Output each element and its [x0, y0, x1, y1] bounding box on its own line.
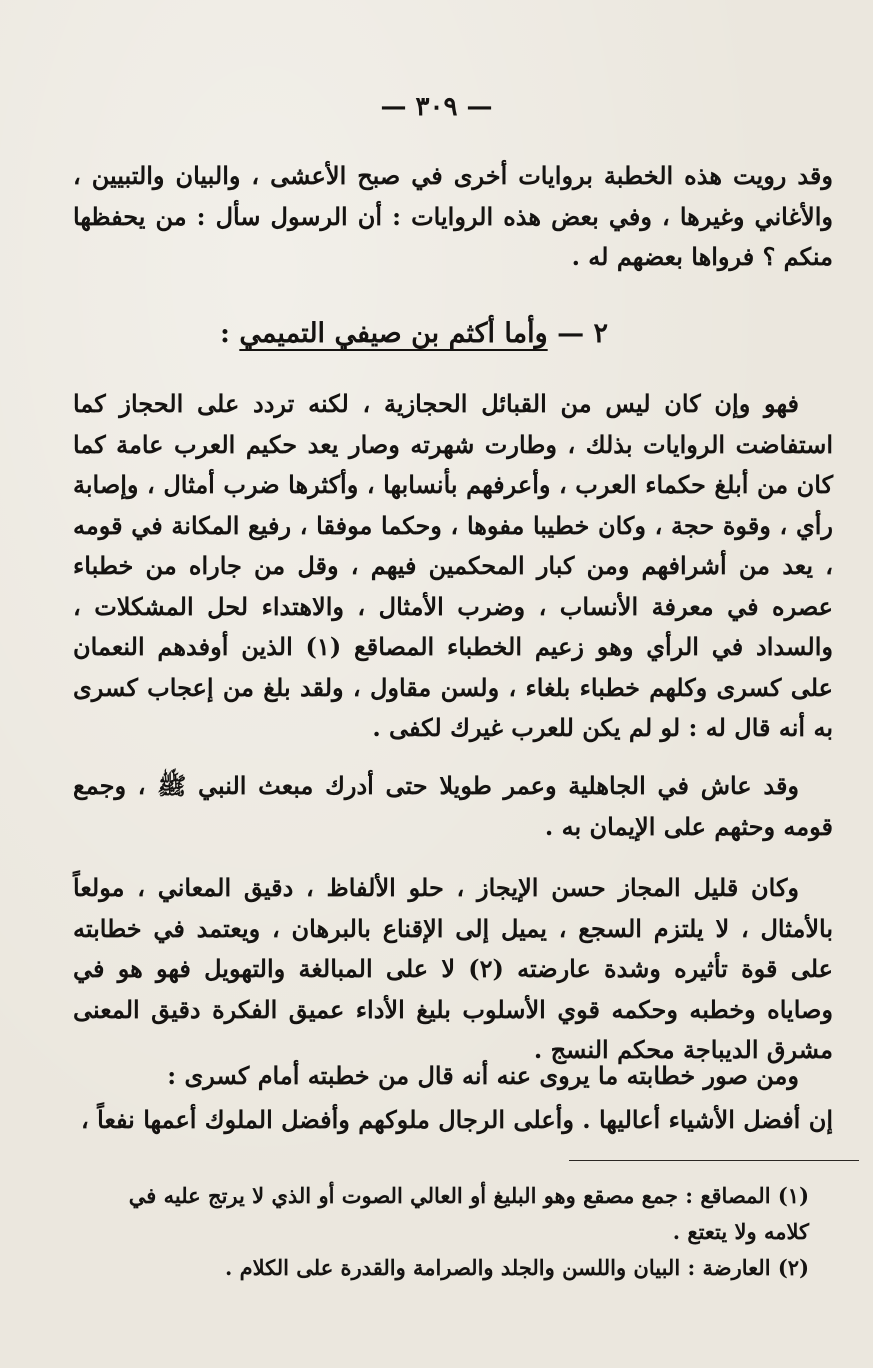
body-paragraph-1 [73, 384, 833, 749]
section-colon: : [219, 318, 240, 349]
intro-paragraph [73, 156, 833, 278]
speech-intro [73, 1056, 833, 1097]
speech-intro-text: ومن صور خطابته ما يروى عنه أنه قال من خطبته أمام كسرى : [167, 1061, 799, 1090]
speech-quote [73, 1100, 833, 1141]
body-paragraph-3 [73, 868, 833, 1071]
paragraph-text: وكان قليل المجاز حسن الإيجاز ، حلو الألفاظ ، دقيق المعاني ، مولعاً بالأمثال ، لا يلتزم السجع ، يميل إلى الإقناع بالبرهان ، ويعتمد في خطابته على قوة تأثيره وشدة عارضته (٢) لا على المبالغة والتهويل فهو هو في وصاياه وخطبه وحكمه قوي الأسلوب بليغ الأداء عميق الفكرة دقيق المعنى مشرق الديباجة محكم النسج . [73, 873, 834, 1064]
body-paragraph-2 [73, 766, 833, 847]
intro-text: وقد رويت هذه الخطبة بروايات أخرى في صبح الأعشى ، والبيان والتبيين ، والأغاني وغيرها ، وفي بعض هذه الروايات : أن الرسول سأل : من يحفظها منكم ؟ فرواها بعضهم له . [73, 161, 833, 271]
section-number: ٢ — [547, 318, 608, 349]
speech-quote-text: إن أفضل الأشياء أعاليها . وأعلى الرجال ملوكهم وأفضل الملوك أعمها نفعاً ، [81, 1105, 833, 1134]
footnote-1: (١) المصاقع : جمع مصقع وهو البليغ أو العالي الصوت أو الذي لا يرتج عليه في كلامه ولا يتعتع . [128, 1183, 809, 1244]
paragraph-text: وقد عاش في الجاهلية وعمر طويلا حتى أدرك مبعث النبي ﷺ ، وجمع قومه وحثهم على الإيمان به . [73, 771, 833, 841]
footnote-2: (٢) العارضة : البيان واللسن والجلد والصرامة والقدرة على الكلام . [224, 1255, 809, 1280]
section-heading [220, 318, 608, 349]
footnote-divider [569, 1160, 859, 1161]
page-number: — ٣٠٩ — [380, 92, 493, 122]
section-title: وأما أكثم بن صيفي التميمي [239, 318, 548, 349]
footnotes [93, 1178, 833, 1286]
paragraph-text: فهو وإن كان ليس من القبائل الحجازية ، لكنه تردد على الحجاز كما استفاضت الروايات بذلك ، وطارت شهرته وصار يعد حكيم العرب عامة كما كان من أبلغ حكماء العرب ، وأعرفهم بأنسابها ، وأكثرها ضرب أمثال ، وإصابة رأي ، وقوة حجة ، وكان خطيبا مفوها ، وحكما موفقا ، رفيع المكانة في قومه ، يعد من أشرافهم ومن كبار المحكمين فيهم ، وقل من جاراه من خطباء عصره في معرفة الأنساب ، وضرب الأمثال ، والاهتداء لحل المشكلات ، والسداد في الرأي وهو زعيم الخطباء المصاقع (١) الذين أوفدهم النعمان على كسرى وكلهم خطباء بلغاء ، ولسن مقاول ، ولقد بلغ من إعجاب كسرى به أنه قال له : لو لم يكن للعرب غيرك لكفى . [73, 389, 833, 742]
